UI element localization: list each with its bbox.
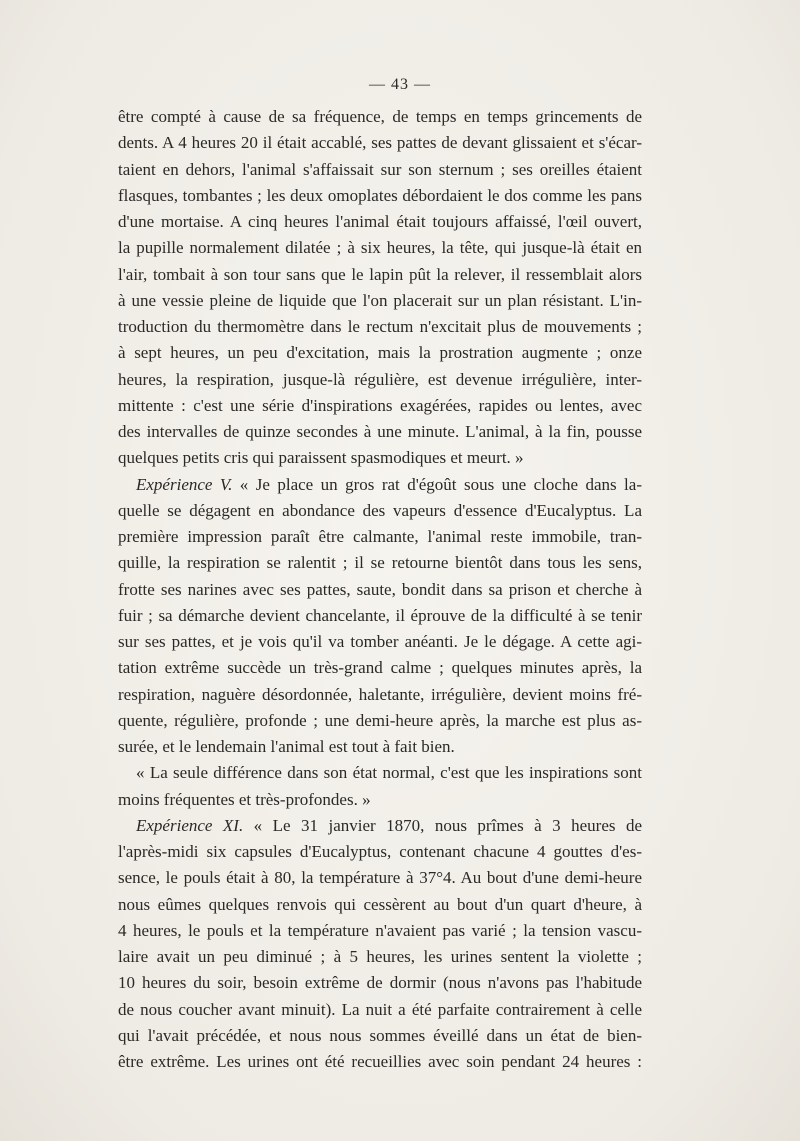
text-line bbox=[118, 104, 642, 130]
line-text: première impression paraît être calmante, l'animal reste immobile, tran- bbox=[118, 527, 642, 546]
line-text: frotte ses narines avec ses pattes, saute, bondit dans sa prison et cherche à bbox=[118, 579, 642, 599]
line-text: taient en dehors, l'animal s'affaissait sur son sternum ; ses oreilles étaient bbox=[118, 159, 642, 179]
line-text: quelques petits cris qui paraissent spasmodiques et meurt. » bbox=[118, 448, 524, 468]
line-text: dents. A 4 heures 20 il était accablé, ses pattes de devant glissaient et s'écar- bbox=[118, 133, 642, 153]
line-text: à sept heures, un peu d'excitation, mais la prostration augmente ; onze bbox=[118, 343, 642, 363]
experiment-heading: Expérience V. bbox=[136, 474, 233, 494]
line-text: troduction du thermomètre dans le rectum n'excitait plus de mouvements ; bbox=[118, 317, 642, 336]
text-line bbox=[118, 865, 642, 891]
text-line bbox=[118, 839, 642, 865]
line-text: surée, et le lendemain l'animal est tout à fait bien. bbox=[118, 737, 455, 756]
line-text: flasques, tombantes ; les deux omoplates débordaient le dos comme les pans bbox=[118, 185, 642, 205]
line-text: « La seule différence dans son état normal, c'est que les inspirations sont bbox=[136, 763, 642, 783]
text-line bbox=[118, 472, 642, 498]
text-line bbox=[118, 367, 642, 393]
text-line bbox=[118, 944, 642, 970]
line-text: de nous coucher avant minuit). La nuit a été parfaite contrairement à celle bbox=[118, 999, 642, 1019]
text-line bbox=[118, 550, 642, 576]
text-line bbox=[118, 445, 642, 471]
line-text: être extrême. Les urines ont été recueillies avec soin pendant 24 heures : bbox=[118, 1052, 642, 1071]
line-text: d'une mortaise. A cinq heures l'animal était toujours affaissé, l'œil ouvert, bbox=[118, 212, 642, 231]
line-text: sence, le pouls était à 80, la température à 37°4. Au bout d'une demi-heure bbox=[118, 868, 642, 888]
text-line bbox=[118, 157, 642, 183]
text-line bbox=[118, 734, 642, 760]
text-line bbox=[118, 288, 642, 314]
line-text: l'air, tombait à son tour sans que le lapin pût la relever, il ressemblait alors bbox=[118, 264, 642, 284]
text-line bbox=[118, 892, 642, 918]
text-line bbox=[118, 393, 642, 419]
line-text: quelle se dégagent en abondance des vapeurs d'essence d'Eucalyptus. La bbox=[118, 500, 642, 520]
text-line bbox=[118, 524, 642, 550]
text-line bbox=[118, 314, 642, 340]
text-line bbox=[118, 997, 642, 1023]
line-text: nous eûmes quelques renvois qui cessèrent au bout d'un quart d'heure, à bbox=[118, 894, 642, 914]
text-line bbox=[118, 682, 642, 708]
text-line bbox=[118, 787, 642, 813]
line-text: 10 heures du soir, besoin extrême de dormir (nous n'avons pas l'habitude bbox=[118, 973, 642, 993]
text-line bbox=[118, 813, 642, 839]
text-line bbox=[118, 918, 642, 944]
experiment-heading: Expérience XI. bbox=[136, 815, 244, 835]
line-text: l'après-midi six capsules d'Eucalyptus, contenant chacune 4 gouttes d'es- bbox=[118, 842, 642, 861]
body-text bbox=[118, 104, 642, 1075]
text-line bbox=[118, 760, 642, 786]
line-text: 4 heures, le pouls et la température n'avaient pas varié ; la tension vascu- bbox=[118, 920, 642, 940]
text-line bbox=[118, 130, 642, 156]
text-line bbox=[118, 1049, 642, 1075]
text-line bbox=[118, 235, 642, 261]
line-text: quente, régulière, profonde ; une demi-heure après, la marche est plus as- bbox=[118, 710, 642, 730]
line-text: laire avait un peu diminué ; à 5 heures, les urines sentent la violette ; bbox=[118, 947, 642, 966]
text-line bbox=[118, 262, 642, 288]
line-text: être compté à cause de sa fréquence, de temps en temps grincements de bbox=[118, 107, 642, 126]
line-text: fuir ; sa démarche devient chancelante, il éprouve de la difficulté à se tenir bbox=[118, 605, 642, 625]
text-line bbox=[118, 970, 642, 996]
text-line bbox=[118, 209, 642, 235]
line-text: tation extrême succède un très-grand calme ; quelques minutes après, la bbox=[118, 658, 642, 678]
line-text: respiration, naguère désordonnée, haletante, irrégulière, devient moins fré- bbox=[118, 684, 642, 704]
text-line bbox=[118, 708, 642, 734]
line-text: heures, la respiration, jusque-là régulière, est devenue irrégulière, inter- bbox=[118, 369, 642, 389]
line-text: mittente : c'est une série d'inspirations exagérées, rapides ou lentes, avec bbox=[118, 395, 642, 415]
line-text: « Je place un gros rat d'égoût sous une cloche dans la- bbox=[232, 474, 642, 494]
line-text: la pupille normalement dilatée ; à six heures, la tête, qui jusque-là était en bbox=[118, 238, 642, 258]
line-text: moins fréquentes et très-profondes. » bbox=[118, 789, 371, 809]
text-line bbox=[118, 1023, 642, 1049]
text-line bbox=[118, 655, 642, 681]
line-text: à une vessie pleine de liquide que l'on placerait sur un plan résistant. L'in- bbox=[118, 290, 642, 310]
line-text: des intervalles de quinze secondes à une minute. L'animal, à la fin, pousse bbox=[118, 422, 642, 441]
text-line bbox=[118, 498, 642, 524]
text-line bbox=[118, 629, 642, 655]
line-text: quille, la respiration se ralentit ; il se retourne bientôt dans tous les sens, bbox=[118, 553, 642, 573]
line-text: qui l'avait précédée, et nous nous sommes éveillé dans un état de bien- bbox=[118, 1025, 642, 1045]
text-line bbox=[118, 603, 642, 629]
text-line bbox=[118, 183, 642, 209]
line-text: « Le 31 janvier 1870, nous prîmes à 3 heures de bbox=[243, 815, 642, 835]
page-number: — 43 — bbox=[369, 76, 431, 93]
text-line bbox=[118, 340, 642, 366]
text-line bbox=[118, 577, 642, 603]
line-text: sur ses pattes, et je vois qu'il va tomber anéanti. Je le dégage. A cette agi- bbox=[118, 632, 642, 651]
text-line bbox=[118, 419, 642, 445]
